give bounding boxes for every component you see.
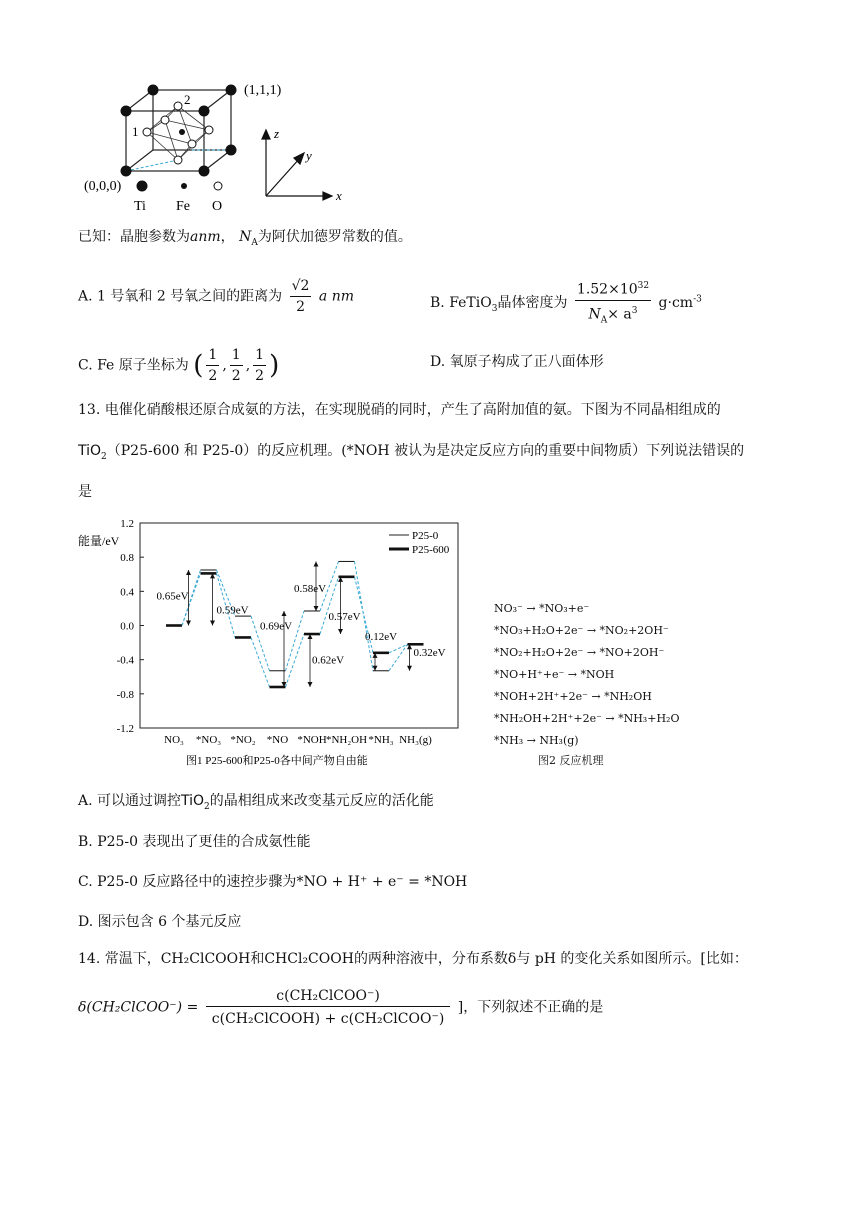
annotation-label: 0.62eV <box>312 654 345 667</box>
annotation-label: 0.12eV <box>365 630 398 643</box>
legend-ti: Ti <box>134 199 146 214</box>
annotation-label: 0.59eV <box>216 604 249 617</box>
axis-z: z <box>274 126 280 141</box>
x-tick-label: *NO₂ <box>230 734 256 746</box>
annotation-arrowhead <box>314 561 319 566</box>
annotation-arrowhead <box>338 629 343 634</box>
y-tick-label: 0.4 <box>120 586 134 599</box>
annotation-arrowhead <box>314 606 319 611</box>
mechanism-step: *NO₂+H₂O+2e⁻ → *NO+2OH⁻ <box>494 646 665 659</box>
mechanism-step: *NOH+2H⁺+2e⁻ → *NH₂OH <box>494 690 652 703</box>
crystal-cell-figure <box>80 78 360 218</box>
mechanism-step: *NO₃+H₂O+2e⁻ → *NO₂+2OH⁻ <box>494 624 669 637</box>
q12-option-c: C. Fe 原子坐标为 ( $\frac{1}{2}$ , $\frac{1}{2}$ , $\frac{1}{2}$ ) <box>78 347 280 384</box>
legend-fe: Fe <box>176 199 190 214</box>
annotation-label: 0.58eV <box>294 582 327 595</box>
annotation-arrowhead <box>407 666 412 671</box>
q13-stem-line2: TiO$_2$（P25-600 和 P25-0）的反应机理。(*NOH 被认为是决定反应方向的重要中间物质）下列说法错误的 <box>78 443 745 462</box>
x-tick-label: NH₃(g) <box>399 734 432 746</box>
known-line: 已知：晶胞参数为anm， $N_A$为阿伏加德罗常数的值。 <box>78 229 412 248</box>
x-tick-label: *NO₃ <box>195 734 222 746</box>
q12-option-a: A. 1 号氧和 2 号氧之间的距离为 $\frac{√2}{2}$ a nm <box>78 278 355 315</box>
q13-stem-line3: 是 <box>78 484 92 500</box>
y-tick-label: 0.8 <box>120 552 134 565</box>
legend-o: O <box>212 199 223 214</box>
q13-option-b: B. P25-0 表现出了更佳的合成氨性能 <box>78 834 311 850</box>
mechanism-caption: 图2 反应机理 <box>538 754 604 767</box>
q14-stem-line1: 14. 常温下，CH₂ClCOOH和CHCl₂COOH的两种溶液中，分布系数δ与 pH 的变化关系如图所示。[比如： <box>78 951 748 967</box>
q13-option-c: C. P25-0 反应路径中的速控步骤为*NO + H⁺ + e⁻ = *NOH <box>78 874 468 890</box>
corner-label-top: (1,1,1) <box>244 83 282 98</box>
x-tick-label: *NH₃ <box>368 734 394 746</box>
annotation-arrowhead <box>186 570 191 575</box>
legend-p25-0: P25-0 <box>412 530 439 542</box>
annotation-label: 0.57eV <box>328 611 361 624</box>
y-tick-label: -0.4 <box>116 654 134 667</box>
mechanism-list <box>494 598 679 752</box>
annotation-label: 0.32eV <box>413 646 446 659</box>
energy-chart <box>76 515 476 770</box>
y-tick-label: 1.2 <box>120 518 134 530</box>
annotation-arrowhead <box>210 621 215 626</box>
annotation-arrowhead <box>308 682 313 687</box>
annotation-arrowhead <box>186 621 191 626</box>
y-tick-label: 0.0 <box>120 620 134 633</box>
label-2: 2 <box>184 92 191 107</box>
axis-x: x <box>336 188 342 203</box>
chart-caption: 图1 P25-600和P25-0各中间产物自由能 <box>186 755 368 767</box>
q13-stem-line1: 13. 电催化硝酸根还原合成氨的方法，在实现脱硝的同时，产生了高附加值的氨。下图为不同晶相组成的 <box>78 402 721 418</box>
mechanism-step: *NH₂OH+2H⁺+2e⁻ → *NH₃+H₂O <box>494 712 680 725</box>
q13-option-a: A. 可以通过调控TiO$_2$的晶相组成来改变基元反应的活化能 <box>78 793 434 812</box>
mechanism-step: *NH₃ → NH₃(g) <box>494 734 579 747</box>
x-tick-label: *NOH <box>297 734 327 746</box>
x-tick-label: NO₃ <box>164 734 184 746</box>
chart-ylabel: 能量/eV <box>78 534 120 548</box>
q13-option-d: D. 图示包含 6 个基元反应 <box>78 914 242 930</box>
corner-label-origin: (0,0,0) <box>84 179 122 194</box>
annotation-arrowhead <box>282 611 287 616</box>
y-tick-label: -0.8 <box>116 688 134 701</box>
mechanism-step: *NO+H⁺+e⁻ → *NOH <box>494 668 615 681</box>
q12-option-b: B. FeTiO$_3$晶体密度为 $\frac{1.52\times 10^{32}}{N_A\times a^3}$ $g\cdot cm^{-3}$ <box>430 276 702 330</box>
annotation-label: 0.69eV <box>260 620 293 633</box>
mechanism-step: NO₃⁻ → *NO₃+e⁻ <box>494 602 590 615</box>
y-tick-label: -1.2 <box>116 723 134 735</box>
legend-p25-600: P25-600 <box>412 544 450 556</box>
x-tick-label: *NH₂OH <box>325 734 368 746</box>
x-tick-label: *NO <box>266 734 289 746</box>
annotation-label: 0.65eV <box>156 590 189 603</box>
label-1: 1 <box>132 124 139 139</box>
axis-y: y <box>306 148 312 163</box>
q12-option-d: D. 氧原子构成了正八面体形 <box>430 354 604 370</box>
q14-delta-formula: δ(CH₂ClCOO⁻) = $\frac{\text{c(CH₂ClCOO⁻)}}{\text{c(CH₂ClCOOH) + c(CH₂ClCOO⁻)}}$ ]，下列叙述不正确的是 <box>78 988 604 1027</box>
